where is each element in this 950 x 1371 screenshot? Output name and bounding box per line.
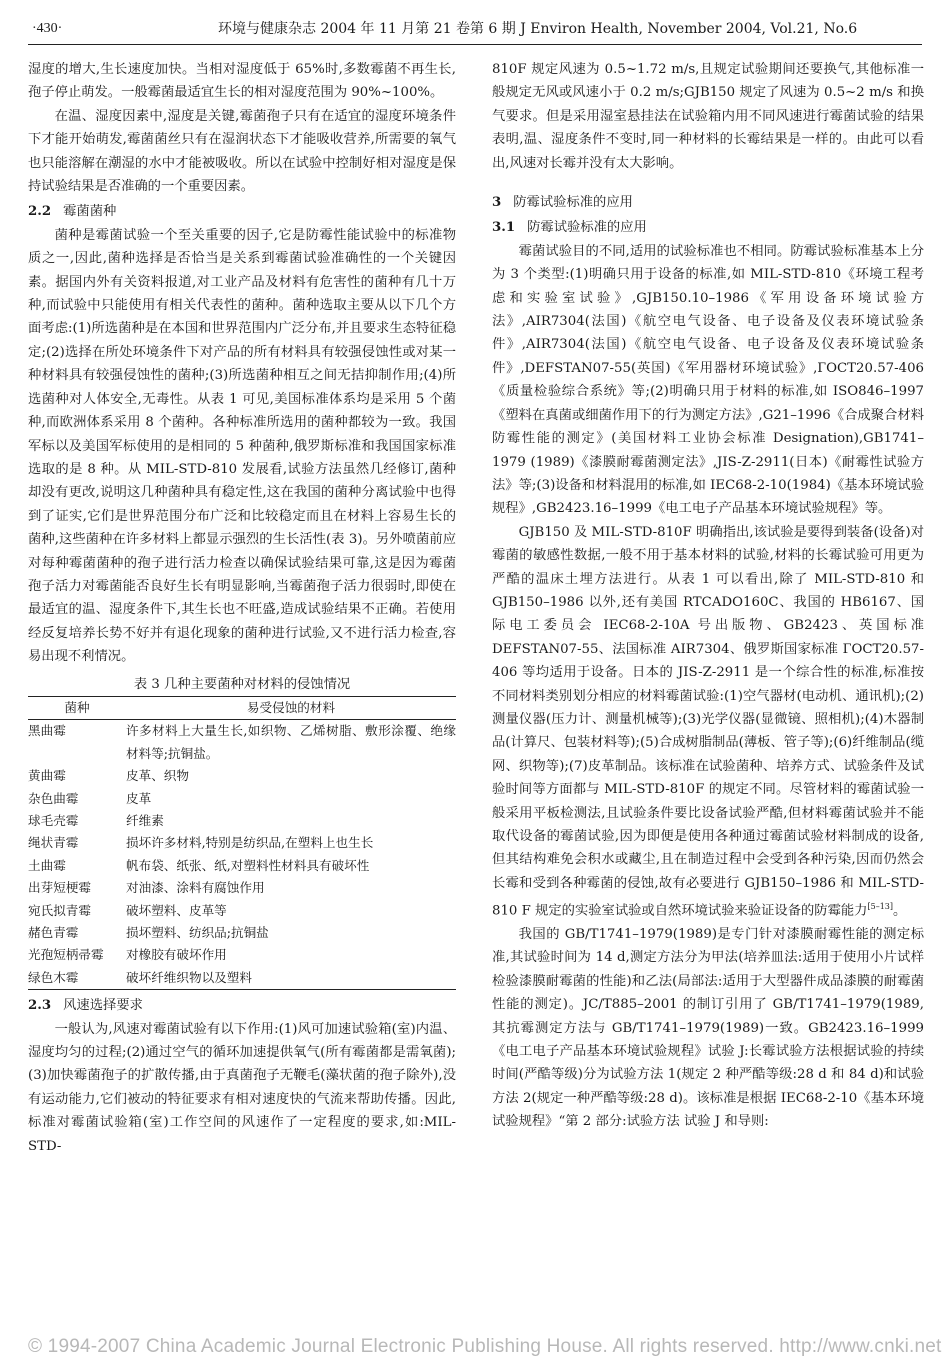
- paragraph: 湿度的增大,生长速度加快。当相对湿度低于 65%时,多数霉菌不再生长,孢子停止萌发。一般霉菌最适宜生长的相对湿度范围为 90%~100%。: [28, 62, 456, 101]
- paragraph-end: 。: [893, 903, 907, 919]
- section-heading-3-1: [492, 216, 924, 239]
- page-number: ·430·: [32, 21, 63, 36]
- fungus-species-cell: 球毛壳霉: [28, 813, 79, 828]
- section-title: 风速选择要求: [63, 998, 143, 1014]
- table-body: [28, 720, 456, 990]
- paragraph: [492, 521, 924, 923]
- affected-materials-cell: 对油漆、涂料有腐蚀作用: [126, 880, 265, 896]
- section-number: 2.3: [28, 998, 52, 1014]
- table-header-cell: 菌种: [64, 699, 90, 715]
- section-title: 霉菌菌种: [63, 204, 117, 220]
- section-title: 防霉试验标准的应用: [513, 195, 633, 211]
- journal-running-title: 环境与健康杂志 2004 年 11 月第 21 卷第 6 期 J Environ Health, November 2004, Vol.21, No.6: [218, 21, 858, 37]
- section-heading-2-2: [28, 200, 456, 223]
- affected-materials-cell: 皮革: [126, 790, 152, 806]
- fungus-species-cell: 黑曲霉: [28, 723, 66, 739]
- table-row: [28, 900, 456, 922]
- fungus-species-cell: 土曲霉: [28, 857, 66, 873]
- fungus-species-cell: 绿色木霉: [28, 969, 79, 985]
- paragraph: 菌种是霉菌试验一个至关重要的因子,它是防霉性能试验中的标准物质之一,因此,菌种选择是否恰当是关系到霉菌试验准确性的一个关键因素。据国内外有关资料报道,对工业产品及材料有危害性的菌种有几十万种,而试验中只能使用有相关代表性的菌种。菌种选取主要从以下几个方面考虑:(1)所选菌种是在本国和世界范围内广泛分布,并且要求生态特征稳定;(2)选择在所处环境条件下对产品的所有材料具有较强侵蚀性或对某一种材料具有较强侵蚀性的菌种;(3)所选菌种相互之间无拮抑制作用;(4)所选菌种对人体安全,无毒性。从表 1 可见,美国标准体系均是采用 5 个菌种,而欧洲体系采用 8 个菌种。各种标准所选用的菌种都较为一致。我国军标以及美国军标使用的是相同的 5 种菌种,俄罗斯标准和我国国家标准选取的是 8 种。从 MIL-STD-810 发展看,试验方法虽然几经修订,菌种却没有更改,说明这几种菌种具有稳定性,这在我国的菌种分离试验中也得到了证实,它们是世界范围分布广泛和比较稳定而且在材料上容易生长的菌种,这些菌种在许多材料上都显示强烈的生长活性(表 3)。另外喷菌前应对每种霉菌菌种的孢子进行活力检查以确保试验结果可靠,这是因为霉菌孢子活力对霉菌能否良好生长有明显影响,当霉菌孢子活力很弱时,即使在最适宜的温、湿度条件下,其生长也不旺盛,造成试验结果不正确。若使用经反复培养长势不好并有退化现象的菌种进行试验,又不进行活力检查,容易出现不利情况。: [28, 227, 456, 665]
- table-header-cell: 易受侵蚀的材料: [246, 699, 336, 715]
- paragraph: 我国的 GB/T1741–1979(1989)是专门针对漆膜耐霉性能的测定标准,其试验时间为 14 d,测定方法分为甲法(培养皿法:适用于使用小片试样检验漆膜耐霉菌的性能)和乙法(局部法:适用于大型器件成品漆膜的耐霉菌性能的测定)。JC/T885–2001 的制订引用了 GB/T1741–1979(1989,其抗霉测定方法与 GB/T1741–1979(1989)一致。GB2423.16–1999《电工电子产品基本环境试验规程》试验 J:长霉试验方法根据试验的持续时间(严酷等级)分为试验方法 1(规定 2 种严酷等级:28 d 和 84 d)和试验方法 2(规定一种严酷等级:28 d)。该标准是根据 IEC68-2-10《基本环境试验规程》“第 2 部分:试验方法 试验 J 和导则:: [492, 927, 924, 1130]
- affected-materials-cell: 帆布袋、纸张、纸,对塑料性材料具有破坏性: [126, 857, 370, 873]
- fungus-species-cell: 黄曲霉: [28, 768, 66, 784]
- table-row: [28, 922, 456, 944]
- table-row: [28, 788, 456, 810]
- paragraph-text: GJB150 及 MIL-STD-810F 明确指出,该试验是要得到装备(设备)对霉菌的敏感性数据,一般不用于基本材料的试验,材料的长霉试验可用更为严酷的温床土埋方法进行。从表 1 可以看出,除了 MIL-STD-810 和 GJB150–1986 以外,还有美国 RTCADO160C、我国的 HB6167、国际电工委员会 IEC68-2-10A 号出版物、GB2423、英国标准 DEFSTAN07-55、法国标准 AIR7304、俄罗斯国家标准 ГОСТ20.57-406 等均适用于设备。日本的 JIS-Z-2911 是一个综合性的标准,标准按不同材料类别划分相应的材料霉菌试验:(1)空气器材(电动机、通讯机);(2)测量仪器(压力计、测量机械等);(3)光学仪器(显微镜、照相机);(4)木器制品(计算尺、包装材料等);(5)合成树脂制品(薄板、管子等);(6)纤维制品(缆网、织物等);(7)皮革制品。该标准在试验菌种、培养方式、试验条件及试验时间等方面都与 MIL-STD-810F 的规定不同。尽管材料的霉菌试验一般采用平板检测法,且试验条件要比设备试验严酷,但材料霉菌试验并不能取代设备的霉菌试验,因为即便是使用各种通过霉菌试验材料制成的设备,但其结构难免会积水或藏尘,且在制造过程中会受到各种污染,因而仍然会长霉和受到各种霉菌的侵蚀,故有必要进行 GJB150–1986 和 MIL-STD-810 F 规定的实验室试验或自然环境试验来验证设备的防霉能力: [492, 524, 924, 919]
- left-column: [28, 58, 456, 1158]
- section-title: 防霉试验标准的应用: [527, 220, 647, 236]
- table-3: [28, 696, 456, 990]
- fungus-species-cell: 绳状青霉: [28, 835, 79, 851]
- table-row: [28, 832, 456, 854]
- paragraph: 一般认为,风速对霉菌试验有以下作用:(1)风可加速试验箱(室)内温、湿度均匀的过程;(2)通过空气的循环加速提供氧气(所有霉菌都是需氧菌);(3)加快霉菌孢子的扩散传播,由于真菌孢子无鞭毛(藻状菌的孢子除外),没有运动能力,它们被动的特征要求有相对速度快的气流来帮助传播。因此,标准对霉菌试验箱(室)工作空间的风速作了一定程度的要求,如:MIL-STD-: [28, 1021, 456, 1154]
- table-caption: 表 3 几种主要菌种对材料的侵蚀情况: [133, 676, 351, 692]
- fungus-species-cell: 出芽短梗霉: [28, 880, 91, 896]
- table-row: [28, 944, 456, 966]
- affected-materials-cell: 破坏塑料、皮革等: [126, 902, 227, 918]
- table-row: [28, 810, 456, 832]
- table-row: [28, 967, 456, 990]
- paragraph: 在温、湿度因素中,湿度是关键,霉菌孢子只有在适宜的湿度环境条件下才能开始萌发,霉菌菌丝只有在湿润状态下才能吸收营养,所需要的氧气也只能溶解在潮湿的水中才能被吸收。所以在试验中控制好相对湿度是保持试验结果是否准确的一个重要因素。: [28, 108, 456, 195]
- fungus-species-cell: 赭色青霉: [28, 925, 79, 941]
- running-header: [28, 18, 922, 45]
- affected-materials-cell: 破坏纤维织物以及塑料: [126, 969, 252, 985]
- affected-materials-cell: 损坏塑料、纺织品;抗铜盐: [126, 925, 269, 941]
- section-number: 3: [492, 195, 502, 211]
- fungus-species-cell: 杂色曲霉: [28, 790, 79, 806]
- affected-materials-cell: 对橡胶有破坏作用: [126, 947, 227, 963]
- table-header-row: [28, 696, 456, 719]
- section-heading-3: [492, 191, 924, 214]
- affected-materials-cell: 损坏许多材料,特别是纺织品,在塑料上也生长: [126, 835, 374, 851]
- section-number: 3.1: [492, 220, 516, 236]
- table-row: [28, 877, 456, 899]
- reference-citation: [5–13]: [867, 902, 893, 912]
- section-heading-2-3: [28, 994, 456, 1017]
- paragraph: 霉菌试验目的不同,适用的试验标准也不相同。防霉试验标准基本上分为 3 个类型:(1)明确只用于设备的标准,如 MIL-STD-810《环境工程考虑和实验室试验》,GJB150.10–1986《军用设备环境试验方法》,AIR7304(法国)《航空电气设备、电子设备及仪表环境试验条件》,AIR7304(法国)《航空电气设备、电子设备及仪表环境试验条件》,DEFSTAN07-55(英国)《军用器材环境试验》,ГОСТ20.57-406《质量检验综合系统》等;(2)明确只用于材料的标准,如 ISO846–1997《塑料在真菌或细菌作用下的行为测定方法》,G21–1996《合成聚合材料防霉性能的测定》(美国材料工业协会标准 Designation),GB1741–1979 (1989)《漆膜耐霉菌测定法》,JIS-Z-2911(日本)《耐霉性试验方法》等;(3)设备和材料混用的标准,如 IEC68-2-10(1984)《基本环境试验规程》,GB2423.16–1999《电工电子产品基本环境试验规程》等。: [492, 243, 924, 517]
- right-column: [492, 58, 924, 1134]
- table-row: [28, 765, 456, 787]
- table-row: [28, 720, 456, 765]
- paragraph: 810F 规定风速为 0.5~1.72 m/s,且规定试验期间还要换气,其他标准一般规定无风或风速小于 0.2 m/s;GJB150 规定了风速为 0.5~2 m/s 和换气要求。但是采用湿室悬挂法在试验箱内用不同风速进行霉菌试验的结果表明,温、湿度条件不变时,同一种材料的长霉结果是一样的。由此可以看出,风速对长霉并没有太大影响。: [492, 62, 924, 171]
- section-number: 2.2: [28, 204, 52, 220]
- affected-materials-cell: 皮革、织物: [126, 768, 189, 784]
- affected-materials-cell: 许多材料上大量生长,如织物、乙烯树脂、敷形涂覆、绝缘材料等;抗铜盐。: [126, 723, 456, 761]
- table-row: [28, 855, 456, 877]
- fungus-species-cell: 光孢短柄帚霉: [28, 947, 104, 963]
- fungus-species-cell: 宛氏拟青霉: [28, 902, 91, 918]
- affected-materials-cell: 纤维素: [126, 813, 164, 828]
- copyright-watermark: © 1994-2007 China Academic Journal Electronic Publishing House. All rights reserved. http://www.cnki.net: [28, 1336, 942, 1357]
